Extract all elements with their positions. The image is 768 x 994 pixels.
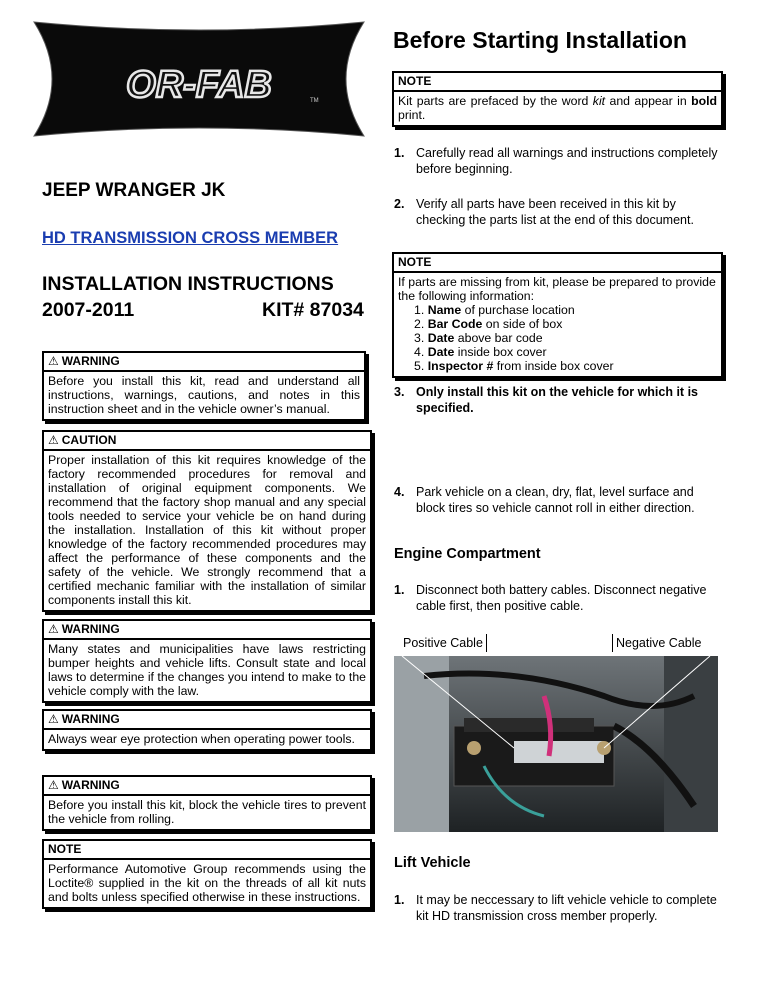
warning-icon: ⚠ [48,778,59,792]
negative-cable-label: Negative Cable [612,634,704,652]
vehicle-title: JEEP WRANGER JK [42,180,226,201]
warning-box-laws: ⚠ WARNING Many states and municipalities have laws restricting bumper heights and vehicle lifts. Consult state and local laws to determine if the changes you intend to make to the vehicle comply with the law. [42,619,372,703]
warning-box-block: ⚠ WARNING Before you install this kit, block the vehicle tires to prevent the vehicle from rolling. [42,775,372,831]
year-range: 2007-2011 [42,299,135,321]
warning-icon: ⚠ [48,712,59,726]
list-item: 3. Date above bar code [414,331,543,345]
instructions-heading: INSTALLATION INSTRUCTIONS [42,273,334,295]
warning-icon: ⚠ [48,354,59,368]
positive-cable-label: Positive Cable [400,634,487,652]
note-box-missing-parts: NOTE If parts are missing from kit, please be prepared to provide the following information: 1. Name of purchase location 2. Bar Code on side of box 3. Date above bar code 4. Date inside box cover 5. Inspector # from inside box cover [392,252,723,378]
note-box-kit-parts: NOTE Kit parts are prefaced by the word kit and appear in bold print. [392,71,723,127]
warning-icon: ⚠ [48,622,59,636]
list-item: 1. Name of purchase location [414,303,575,317]
step-3: 3. Only install this kit on the vehicle for which it is specified. [394,385,698,415]
caution-box: ⚠ CAUTION Proper installation of this kit requires knowledge of the factory recommended procedures for removal and installation of original equipment components. We recommend that the factory shop manual and any special tools needed to service your vehicle be on hand during the installation. Installation of this kit without proper knowledge of the factory recommended procedures may affect the performance of these components and the safety of the vehicle. We strongly recommend that a certified mechanic familiar with the installation of similar components install this kit. [42,430,372,612]
warning-box-eye: ⚠ WARNING Always wear eye protection when operating power tools. [42,709,372,751]
warning-icon: ⚠ [48,433,59,447]
engine-heading: Engine Compartment [394,546,541,562]
orfab-logo [28,18,370,140]
step-2: 2. Verify all parts have been received in this kit by checking the parts list at the end of this document. [394,197,694,227]
warning-box-read: ⚠ WARNING Before you install this kit, read and understand all instructions, warnings, cautions, and notes in this instruction sheet and in the vehicle owner’s manual. [42,351,366,421]
engine-photo [394,656,718,832]
product-link[interactable]: HD TRANSMISSION CROSS MEMBER [42,229,339,247]
svg-text:TM: TM [310,98,319,104]
list-item: 5. Inspector # from inside box cover [414,359,614,373]
engine-step-1: 1. Disconnect both battery cables. Disconnect negative cable first, then positive cable. [394,583,707,613]
list-item: 2. Bar Code on side of box [414,317,563,331]
svg-text:OR-FAB: OR-FAB [126,64,272,106]
list-item: 4. Date inside box cover [414,345,547,359]
step-4: 4. Park vehicle on a clean, dry, flat, level surface and block tires so vehicle cannot roll in either direction. [394,485,695,515]
lift-heading: Lift Vehicle [394,855,471,871]
lift-step-1: 1. It may be neccessary to lift vehicle vehicle to complete kit HD transmission cross member properly. [394,893,717,923]
note-box-loctite: NOTE Performance Automotive Group recommends using the Loctite® supplied in the kit on the threads of all kit nuts and bolts unless specified otherwise in these instructions. [42,839,372,909]
step-1: 1. Carefully read all warnings and instructions completely before beginning. [394,146,718,176]
kit-number: KIT# 87034 [262,299,364,321]
page-title: Before Starting Installation [393,27,687,53]
